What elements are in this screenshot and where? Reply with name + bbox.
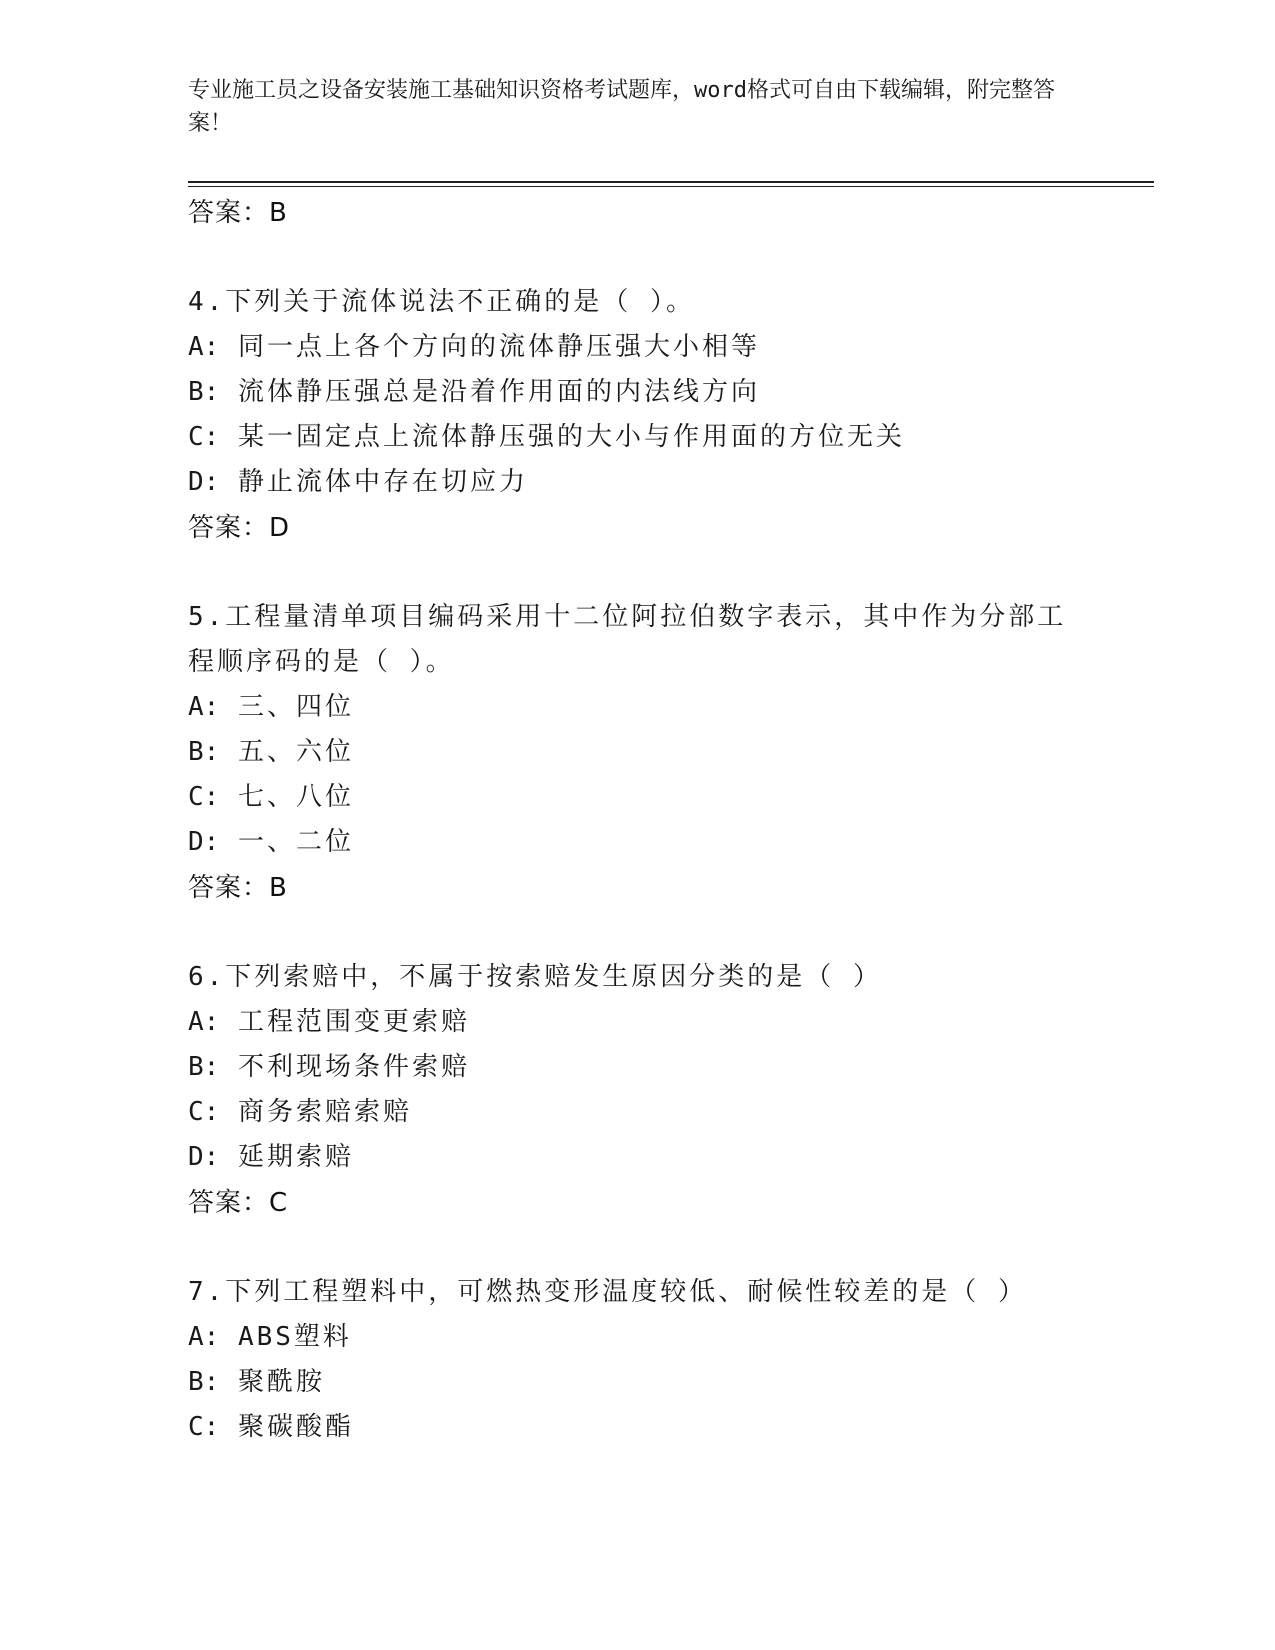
option-d bbox=[188, 820, 1088, 865]
option-c bbox=[188, 775, 1088, 820]
option-letter: A: bbox=[188, 1322, 220, 1352]
header-rule-thin bbox=[188, 186, 1154, 187]
option-text: 延期索赔 bbox=[237, 1142, 354, 1172]
option-text: 聚酰胺 bbox=[237, 1367, 325, 1397]
option-letter: D: bbox=[188, 827, 220, 857]
question-list bbox=[188, 190, 1088, 1450]
option-text: 三、四位 bbox=[237, 692, 354, 722]
option-b bbox=[188, 1045, 1088, 1090]
option-letter: A: bbox=[188, 332, 220, 362]
option-text: 聚碳酸酯 bbox=[237, 1412, 354, 1442]
option-c bbox=[188, 1090, 1088, 1135]
question-block bbox=[188, 955, 1088, 1226]
option-a bbox=[188, 325, 1088, 370]
option-text: 商务索赔索赔 bbox=[237, 1097, 412, 1127]
option-d bbox=[188, 460, 1088, 505]
question-block bbox=[188, 280, 1088, 551]
answer-line: 答案：B bbox=[188, 873, 288, 903]
answer-line: 答案：D bbox=[188, 513, 291, 543]
option-letter: C: bbox=[188, 422, 220, 452]
option-text: 一、二位 bbox=[237, 827, 354, 857]
option-text: 同一点上各个方向的流体静压强大小相等 bbox=[237, 332, 760, 362]
document-header: 专业施工员之设备安装施工基础知识资格考试题库，word格式可自由下载编辑，附完整答案！ bbox=[188, 78, 1055, 136]
option-text: 五、六位 bbox=[237, 737, 354, 767]
answer-line: 答案：B bbox=[188, 198, 288, 228]
option-letter: A: bbox=[188, 1007, 220, 1037]
question-text: 7.下列工程塑料中，可燃热变形温度较低、耐候性较差的是（ ） bbox=[188, 1277, 1027, 1307]
option-c bbox=[188, 1405, 1088, 1450]
question-block bbox=[188, 1270, 1088, 1450]
header-rule-thick bbox=[188, 181, 1154, 183]
answer-line: 答案：C bbox=[188, 1188, 289, 1218]
option-text: 不利现场条件索赔 bbox=[237, 1052, 470, 1082]
question-text: 4.下列关于流体说法不正确的是（ ）。 bbox=[188, 287, 695, 317]
option-letter: B: bbox=[188, 377, 220, 407]
option-letter: D: bbox=[188, 1142, 220, 1172]
option-text: 流体静压强总是沿着作用面的内法线方向 bbox=[237, 377, 760, 407]
option-letter: B: bbox=[188, 737, 220, 767]
option-text: ABS塑料 bbox=[237, 1322, 352, 1352]
option-letter: C: bbox=[188, 1097, 220, 1127]
option-a bbox=[188, 685, 1088, 730]
option-b bbox=[188, 370, 1088, 415]
option-text: 工程范围变更索赔 bbox=[237, 1007, 470, 1037]
option-b bbox=[188, 730, 1088, 775]
option-letter: B: bbox=[188, 1367, 220, 1397]
option-b bbox=[188, 1360, 1088, 1405]
option-letter: C: bbox=[188, 782, 220, 812]
option-letter: A: bbox=[188, 692, 220, 722]
option-a bbox=[188, 1315, 1088, 1360]
option-a bbox=[188, 1000, 1088, 1045]
option-letter: D: bbox=[188, 467, 220, 497]
option-text: 某一固定点上流体静压强的大小与作用面的方位无关 bbox=[237, 422, 905, 452]
question-text: 5.工程量清单项目编码采用十二位阿拉伯数字表示，其中作为分部工程顺序码的是（ ）。 bbox=[188, 602, 1067, 677]
option-text: 静止流体中存在切应力 bbox=[237, 467, 528, 497]
option-letter: B: bbox=[188, 1052, 220, 1082]
option-c bbox=[188, 415, 1088, 460]
option-d bbox=[188, 1135, 1088, 1180]
question-block bbox=[188, 595, 1088, 911]
option-letter: C: bbox=[188, 1412, 220, 1442]
question-text: 6.下列索赔中，不属于按索赔发生原因分类的是（ ） bbox=[188, 962, 882, 992]
option-text: 七、八位 bbox=[237, 782, 354, 812]
